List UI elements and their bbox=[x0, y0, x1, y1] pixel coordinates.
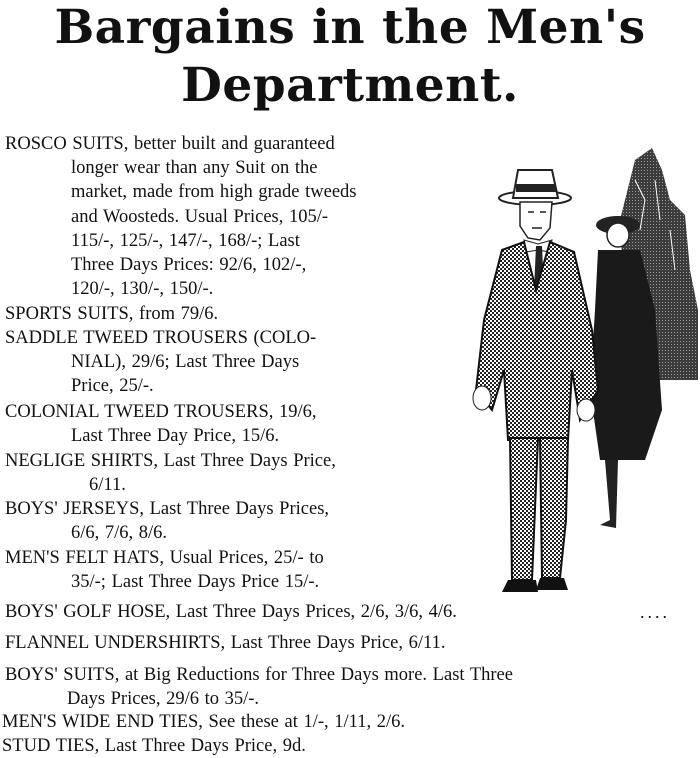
item-neglige-shirts bbox=[5, 449, 445, 497]
item-mens-wide-end-ties bbox=[2, 710, 682, 734]
item-rosco-suits bbox=[5, 132, 445, 301]
headline-line-2: Department. bbox=[181, 58, 519, 113]
item-first-line: BOYS' JERSEYS, Last Three Days Prices, bbox=[5, 499, 330, 519]
item-first-line: MEN'S FELT HATS, Usual Prices, 25/- to bbox=[5, 548, 324, 568]
item-first-line: BOYS' SUITS, at Big Reductions for Three Days more. Last Three bbox=[5, 665, 513, 685]
item-first-line: STUD TIES, Last Three Days Price, 9d. bbox=[2, 736, 306, 756]
item-line: Last Three Day Price, 15/6. bbox=[71, 426, 280, 447]
item-line: longer wear than any Suit on the bbox=[71, 158, 318, 179]
leader-dots: .... bbox=[640, 602, 670, 622]
item-sports-suits bbox=[5, 302, 445, 326]
item-first-line: FLANNEL UNDERSHIRTS, Last Three Days Price, 6/11. bbox=[5, 633, 446, 653]
item-line: Price, 25/-. bbox=[71, 376, 154, 397]
item-boys-jerseys bbox=[5, 497, 445, 545]
item-first-line: BOYS' GOLF HOSE, Last Three Days Prices, 2/6, 3/6, 4/6. bbox=[5, 602, 457, 622]
item-boys-golf-hose bbox=[5, 600, 645, 624]
item-line: market, made from high grade tweeds bbox=[71, 182, 357, 203]
item-colonial-tweed-trousers bbox=[5, 400, 445, 448]
item-stud-ties bbox=[2, 734, 682, 758]
item-first-line: NEGLIGE SHIRTS, Last Three Days Price, bbox=[5, 451, 336, 471]
item-line: Days Prices, 29/6 to 35/-. bbox=[67, 689, 260, 710]
item-line: 115/-, 125/-, 147/-, 168/-; Last bbox=[71, 230, 300, 251]
item-line: 120/-, 130/-, 150/-. bbox=[71, 279, 214, 300]
item-line: and Woosteds. Usual Prices, 105/- bbox=[71, 206, 329, 227]
item-first-line: MEN'S WIDE END TIES, See these at 1/-, 1/11, 2/6. bbox=[2, 712, 406, 732]
item-first-line: SADDLE TWEED TROUSERS (COLO- bbox=[5, 328, 317, 348]
item-line: NIAL), 29/6; Last Three Days bbox=[71, 352, 300, 373]
item-line: 35/-; Last Three Days Price 15/-. bbox=[71, 572, 320, 593]
item-first-line: ROSCO SUITS, better built and guaranteed bbox=[5, 134, 335, 154]
item-first-line: SPORTS SUITS, from 79/6. bbox=[5, 304, 219, 324]
man-figure bbox=[473, 170, 598, 592]
man-in-suit-illustration bbox=[440, 140, 700, 600]
item-saddle-tweed-trousers bbox=[5, 326, 445, 399]
item-line: Three Days Prices: 92/6, 102/-, bbox=[71, 255, 307, 276]
item-line: 6/11. bbox=[89, 475, 126, 496]
item-line: 6/6, 7/6, 8/6. bbox=[71, 523, 168, 544]
item-first-line: COLONIAL TWEED TROUSERS, 19/6, bbox=[5, 402, 317, 422]
item-boys-suits bbox=[5, 663, 700, 711]
item-flannel-undershirts bbox=[5, 631, 685, 655]
item-mens-felt-hats bbox=[5, 546, 445, 594]
headline-line-1: Bargains in the Men's bbox=[54, 0, 646, 55]
